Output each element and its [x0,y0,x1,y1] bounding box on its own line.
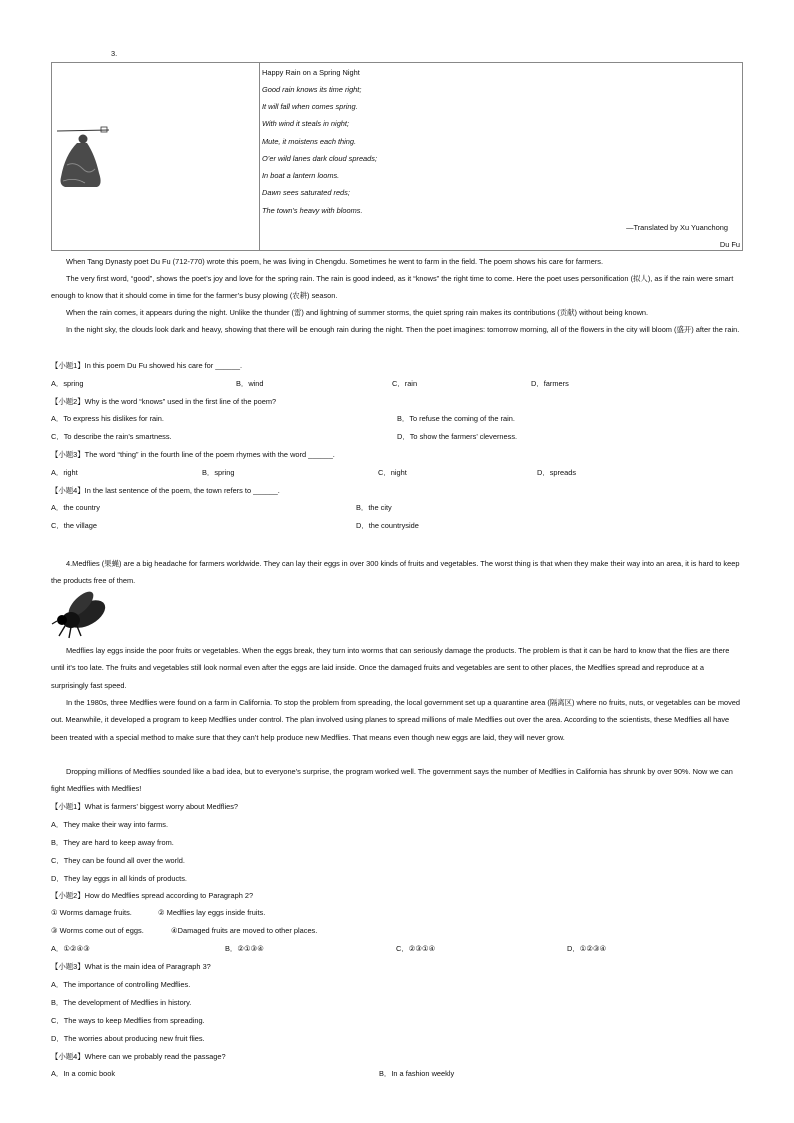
poem-author: Du Fu [719,240,740,249]
option[interactable]: A．right [51,468,78,477]
medfly-image [51,590,109,640]
option[interactable]: B．the city [356,503,392,512]
option[interactable]: C．They can be found all over the world. [51,856,185,865]
option[interactable]: B．The development of Medflies in history. [51,998,192,1007]
option[interactable]: C．The ways to keep Medflies from spreading. [51,1016,205,1025]
option[interactable]: A．To express his dislikes for rain. [51,414,164,423]
option[interactable]: D．the countryside [356,521,419,530]
option[interactable]: A．In a comic book [51,1069,116,1078]
option[interactable]: B．They are hard to keep away from. [51,838,174,847]
list-item: ④Damaged fruits are moved to other places. [171,926,318,935]
option[interactable]: C．the village [51,521,98,530]
question-stem: 【小题4】In the last sentence of the poem, the town refers to ______. [51,486,280,495]
poem-translator: —Translated by Xu Yuanchong [626,223,728,232]
poem-line: It will fall when comes spring. [262,102,358,111]
paragraph: When Tang Dynasty poet Du Fu (712-770) wrote this poem, he was living in Chengdu. Sometimes he went to farm in the field. The poem shows his care for farmers. [66,257,604,266]
list-item: ① Worms damage fruits. [51,908,132,917]
option[interactable]: A．They make their way into farms. [51,820,169,829]
poem-table [51,62,743,251]
option[interactable]: D．farmers [531,379,569,388]
question-number: 3. [111,49,118,58]
poem-title: Happy Rain on a Spring Night [262,68,360,77]
question-stem: 【小题1】In this poem Du Fu showed his care for ______. [51,361,243,370]
poem-line: The town’s heavy with blooms. [262,206,363,215]
poem-line: Mute, it moistens each thing. [262,137,357,146]
option[interactable]: B．wind [236,379,264,388]
option[interactable]: B．In a fashion weekly [379,1069,455,1078]
option[interactable]: D．To show the farmers’ cleverness. [397,432,518,441]
list-item: ③ Worms come out of eggs. [51,926,144,935]
question-stem: 【小题1】What is farmers’ biggest worry about Medflies? [51,802,239,811]
poem-line: Dawn sees saturated reds; [262,188,350,197]
option[interactable]: D．The worries about producing new fruit flies. [51,1034,205,1043]
paragraph: Dropping millions of Medflies sounded like a bad idea, but to everyone’s surprise, the program worked well. The government says the number of Medflies in California has shrunk by over 90%. Now we can fight Medflies with Medflies! [51,767,733,794]
option[interactable]: A．spring [51,379,84,388]
option[interactable]: D．①②③④ [567,944,607,953]
table-divider [259,63,260,250]
option[interactable]: C．night [378,468,407,477]
paragraph: Medflies lay eggs inside the poor fruits or vegetables. When the eggs break, they turn into worms that can seriously damage the products. The problem is that it can be hard to know that the flies are there until it’s too late. The fruits and vegetables still look normal even after the eggs are laid inside. Once the damaged fruits and vegetables are sent to other places, the Medflies spread and reproduce at a surprisingly fast speed. [51,646,730,690]
paragraph: When the rain comes, it appears during the night. Unlike the thunder (雷) and lightning of summer storms, the quiet spring rain makes its contributions (贡献) without being known. [66,308,649,317]
poem-line: In boat a lantern looms. [262,171,340,180]
option[interactable]: A．①②④③ [51,944,90,953]
poem-line: O’er wild lanes dark cloud spreads; [262,154,378,163]
option[interactable]: C．②③①④ [396,944,436,953]
option[interactable]: C．To describe the rain’s smartness. [51,432,172,441]
poet-image [55,125,111,191]
option[interactable]: A．The importance of controlling Medflies. [51,980,191,989]
option[interactable]: D．spreads [537,468,577,477]
poem-line: With wind it steals in night; [262,119,350,128]
poem-line: Good rain knows its time right; [262,85,362,94]
option[interactable]: D．They lay eggs in all kinds of products. [51,874,187,883]
question-stem: 【小题2】How do Medflies spread according to Paragraph 2? [51,891,254,900]
option[interactable]: B．②①③④ [225,944,264,953]
paragraph: In the 1980s, three Medflies were found on a farm in California. To stop the problem from spreading, the local government set up a quarantine area (隔离区) where no fruits, nuts, or vegetables can be moved out. Meanwhile, it developed a program to keep Medflies under control. The plan involved using planes to spread millions of male Medflies out over the area. According to the scientists, these Medflies all have been treated with a special method to make sure that they can’t help produce new Medflies. That means even though new eggs are laid, they will never grow. [51,698,741,742]
option[interactable]: B．spring [202,468,235,477]
option[interactable]: A．the country [51,503,100,512]
paragraph: 4.Medflies (果蝇) are a big headache for farmers worldwide. They can lay their eggs in over 300 kinds of fruits and vegetables. The worst thing is that when they make their way into an area, it is hard to keep the products free of them. [51,559,740,586]
question-stem: 【小题2】Why is the word “knows” used in the first line of the poem? [51,397,277,406]
paragraph: In the night sky, the clouds look dark and heavy, showing that there will be enough rain during the night. Then the poet imagines: tomorrow morning, all of the flowers in the city will bloom (盛开) after the rain. [66,325,740,334]
option[interactable]: B．To refuse the coming of the rain. [397,414,515,423]
question-stem: 【小题3】The word “thing” in the fourth line of the poem rhymes with the word ______. [51,450,335,459]
list-item: ② Medflies lay eggs inside fruits. [158,908,266,917]
question-stem: 【小题4】Where can we probably read the passage? [51,1052,226,1061]
question-stem: 【小题3】What is the main idea of Paragraph 3? [51,962,211,971]
paragraph: The very first word, “good”, shows the poet’s joy and love for the spring rain. The rain is good indeed, as it “knows” the right time to come. Here the poet uses personification (拟人), as if the rain were smart enough to know that it should come in time for the farmer’s busy plowing (农耕) season. [51,274,734,301]
option[interactable]: C．rain [392,379,418,388]
